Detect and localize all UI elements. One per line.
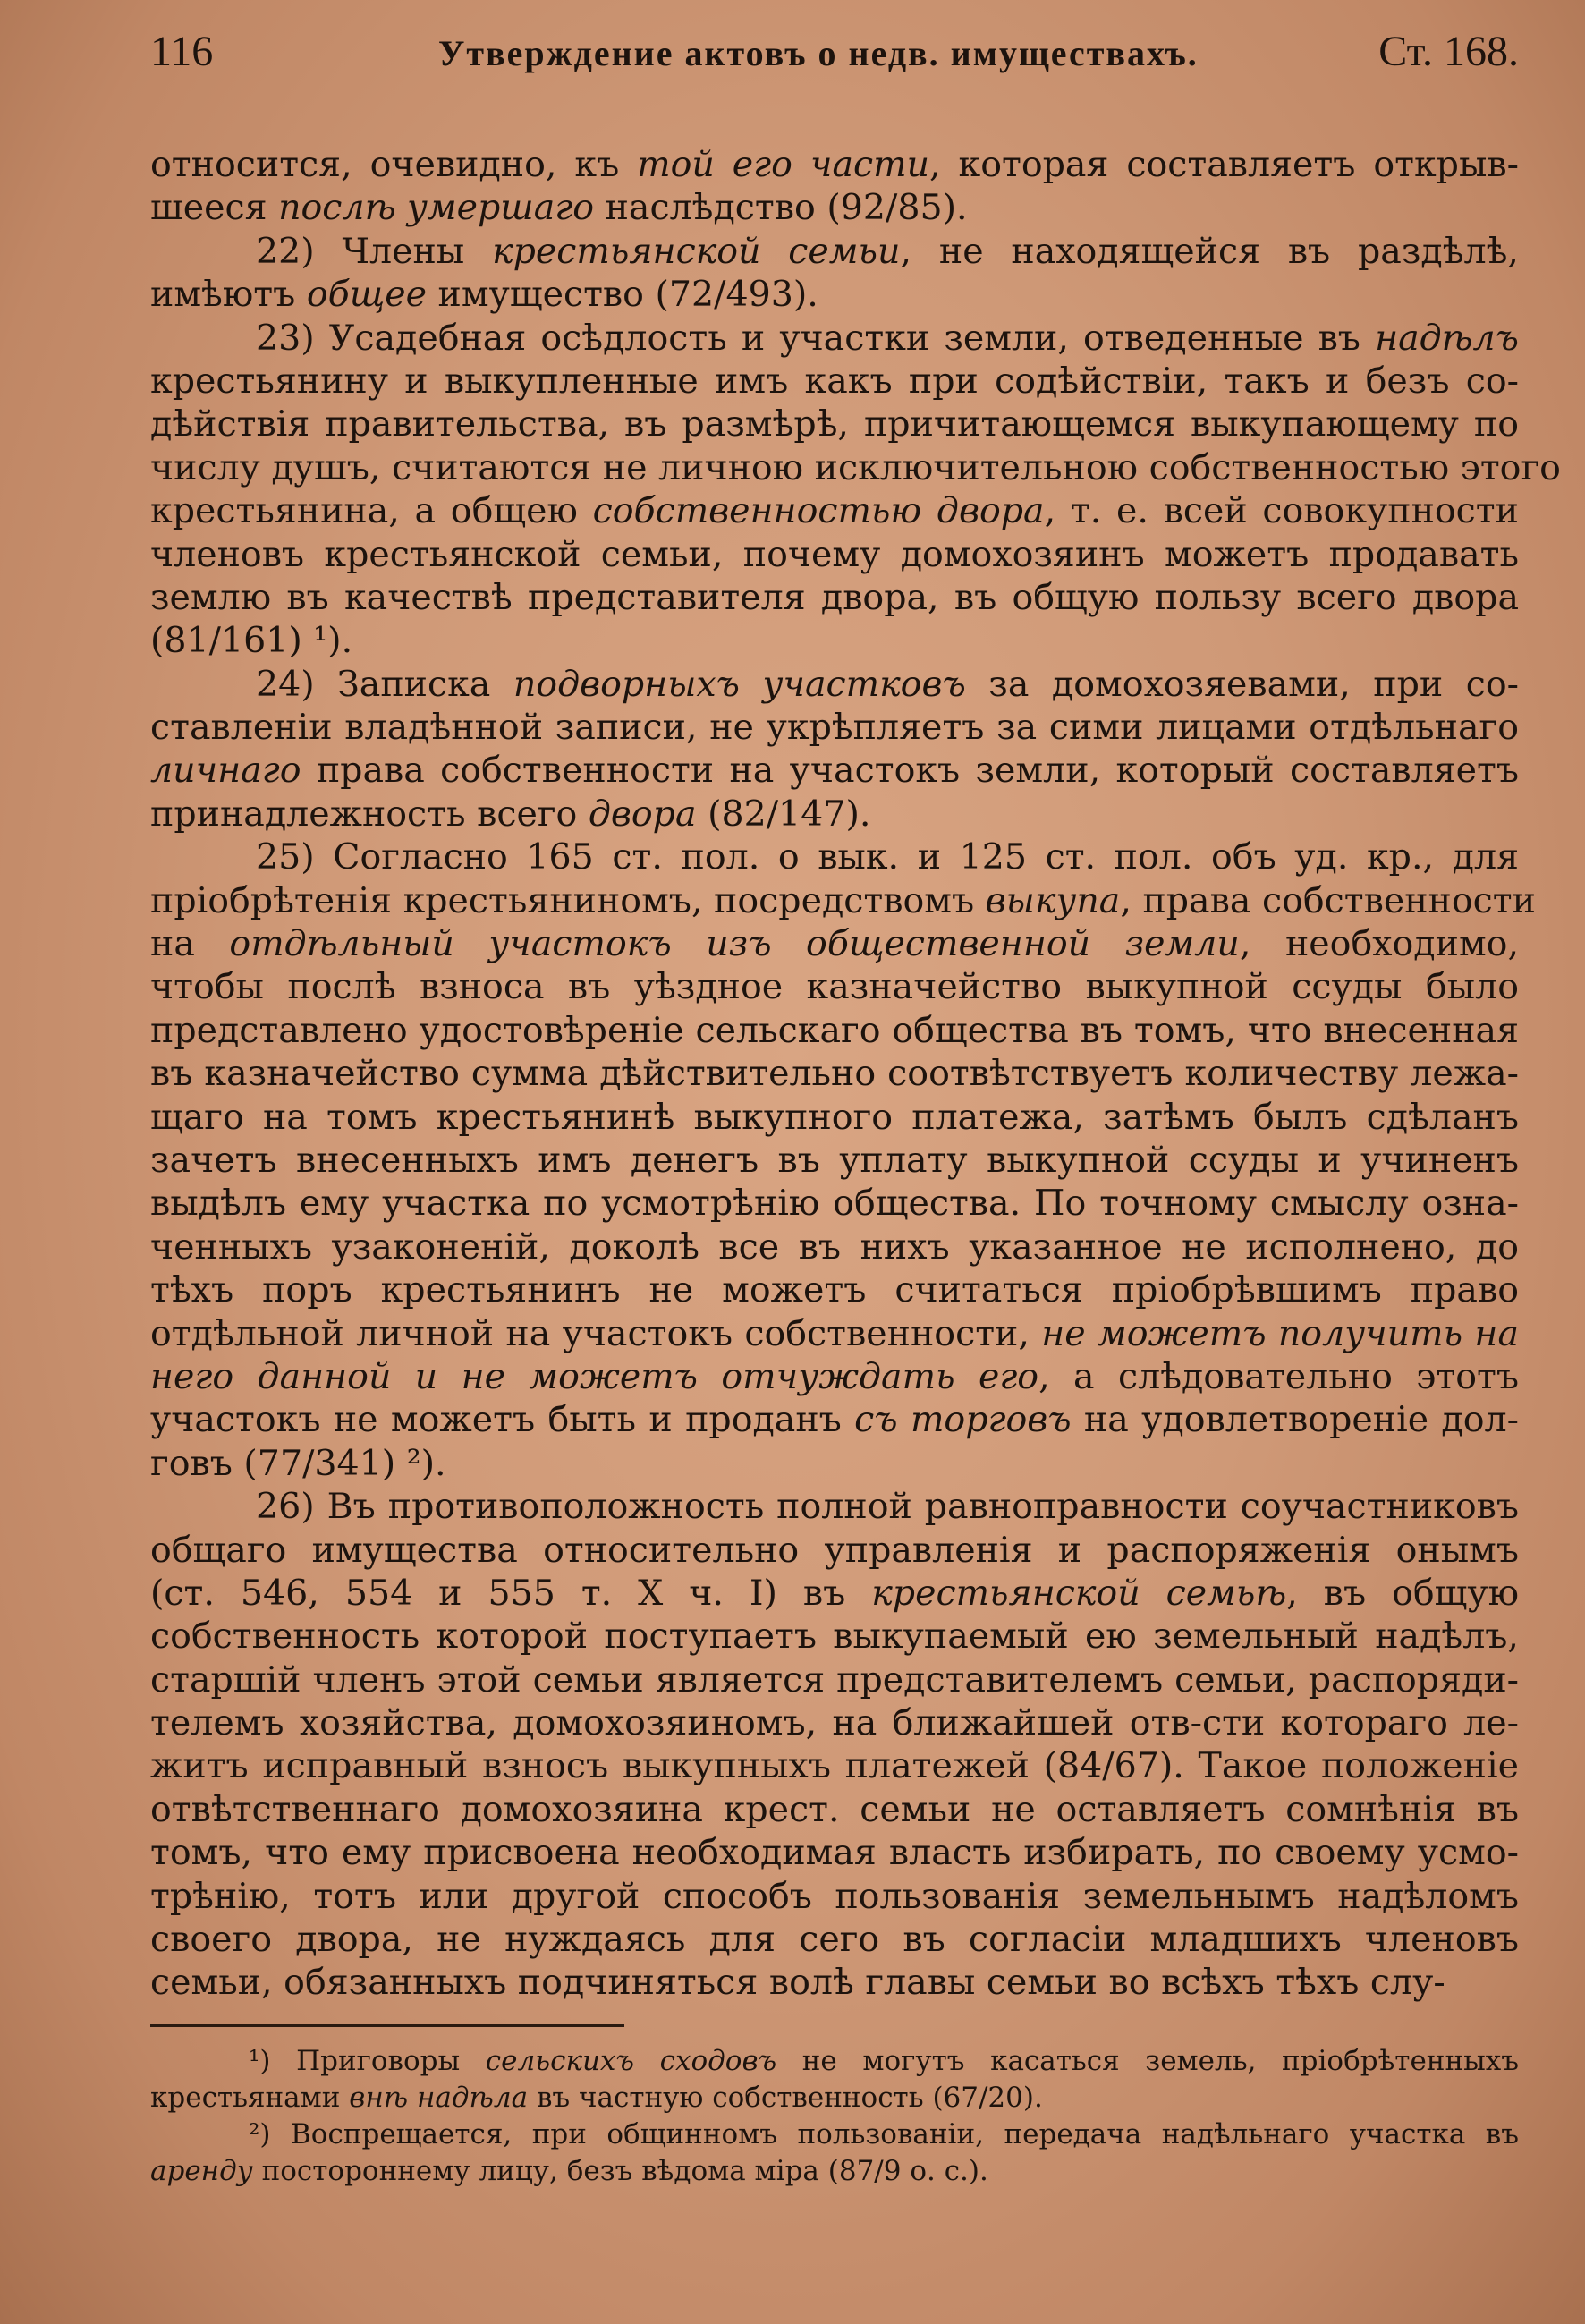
italic-phrase: сельскихъ сходовъ — [485, 2045, 777, 2077]
text-line — [150, 533, 1519, 576]
italic-phrase: подворныхъ участковъ — [513, 663, 966, 705]
text-run: телемъ хозяйства, домохозяиномъ, на ближайшей отв-сти котораго ле- — [150, 1702, 1519, 1744]
text-run: пріобрѣтенія крестьяниномъ, посредствомъ — [150, 879, 986, 921]
text-run: , а слѣдовательно этотъ — [1038, 1355, 1519, 1397]
text-line — [150, 965, 1519, 1008]
text-run: 25) Согласно 165 ст. пол. о вык. и 125 ст. пол. объ уд. кр., для — [256, 836, 1519, 878]
italic-phrase: внѣ надѣла — [349, 2082, 529, 2114]
text-line — [150, 1701, 1519, 1744]
text-line — [150, 1442, 1519, 1485]
text-line — [150, 1572, 1519, 1615]
footnote-line — [150, 2080, 1519, 2116]
text-line — [150, 1744, 1519, 1787]
italic-phrase: той его части — [637, 144, 930, 185]
text-run: въ казначейство сумма дѣйствительно соотвѣтствуетъ количеству лежа- — [150, 1053, 1519, 1095]
text-run: крестьянина, а общею — [150, 490, 593, 532]
italic-phrase: крестьянской семьи — [492, 230, 901, 272]
text-line — [150, 403, 1519, 445]
text-line — [150, 446, 1561, 489]
text-line — [150, 663, 1519, 706]
italic-phrase: крестьянской семьѣ — [871, 1572, 1287, 1614]
text-line — [150, 489, 1519, 532]
text-line — [150, 1009, 1519, 1052]
italic-phrase: съ торговъ — [854, 1399, 1072, 1441]
text-line — [150, 360, 1519, 403]
page-number: 116 — [150, 28, 214, 75]
text-run: дѣйствія правительства, въ размѣрѣ, причитающемся выкупающему по — [150, 403, 1519, 445]
text-run: числу душъ, считаются не личною исключительною собственностью этого — [150, 446, 1561, 488]
text-run: отвѣтственнаго домохозяина крест. семьи не оставляетъ сомнѣнія въ — [150, 1788, 1519, 1830]
text-line — [150, 273, 1519, 316]
footnote-line — [150, 2043, 1519, 2080]
text-run: общаго имущества относительно управленія и распоряженія онымъ — [150, 1529, 1519, 1571]
italic-phrase: не можетъ получить на — [1041, 1312, 1519, 1354]
text-line — [150, 835, 1519, 878]
text-run: крестьянину и выкупленные имъ какъ при содѣйствіи, такъ и безъ со- — [150, 360, 1519, 402]
text-line — [150, 922, 1519, 965]
text-run: тѣхъ поръ крестьянинъ не можетъ считаться пріобрѣвшимъ право — [150, 1269, 1519, 1311]
text-line — [150, 1831, 1519, 1874]
italic-phrase: аренду — [150, 2155, 253, 2187]
text-run: говъ (77/341) ²). — [150, 1442, 446, 1484]
text-run: въ частную собственность (67/20). — [528, 2082, 1043, 2114]
text-run: житъ исправный взносъ выкупныхъ платежей (84/67). Такое положеніе — [150, 1745, 1519, 1787]
text-run: выдѣлъ ему участка по усмотрѣнію общества. По точному смыслу озна- — [150, 1183, 1519, 1225]
text-run: , права собственности — [1120, 879, 1536, 921]
text-run: на — [150, 923, 230, 965]
text-run: за домохозяевами, при со- — [965, 663, 1519, 705]
italic-phrase: отдѣльный участокъ изъ общественной земли — [229, 923, 1240, 965]
text-line — [150, 1226, 1519, 1268]
footnote-line — [150, 2153, 1519, 2190]
text-run: собственность которой поступаетъ выкупаемый ею земельный надѣлъ, — [150, 1616, 1519, 1658]
text-run: отдѣльной личной на участокъ собственности, — [150, 1312, 1042, 1354]
text-line — [150, 1529, 1519, 1572]
text-run: семьи, обязанныхъ подчиняться волѣ главы семьи во всѣхъ тѣхъ слу- — [150, 1962, 1445, 2004]
text-run: ченныхъ узаконеній, доколѣ все въ нихъ указанное не исполнено, до — [150, 1226, 1519, 1268]
text-run: 22) Члены — [256, 230, 493, 272]
text-run: старшій членъ этой семьи является представителемъ семьи, распоряди- — [150, 1658, 1519, 1701]
text-run: права собственности на участокъ земли, который составляетъ — [301, 750, 1519, 792]
text-run: имущество (72/493). — [427, 274, 818, 316]
body-text — [150, 143, 1561, 2005]
text-run: шееся — [150, 187, 279, 229]
text-run: участокъ не можетъ быть и проданъ — [150, 1399, 855, 1441]
text-run: чтобы послѣ взноса въ уѣздное казначейство выкупной ссуды было — [150, 966, 1519, 1008]
text-line — [150, 1788, 1519, 1831]
text-run: 23) Усадебная осѣдлость и участки земли, отведенные въ — [256, 317, 1376, 359]
text-run: 24) Записка — [256, 663, 513, 705]
text-run: (ст. 546, 554 и 555 т. X ч. I) въ — [150, 1572, 872, 1614]
text-run: , не находящейся въ раздѣлѣ, — [900, 230, 1519, 272]
text-line — [150, 1312, 1519, 1355]
text-run: , т. е. всей совокупности — [1044, 490, 1519, 532]
text-run: (82/147). — [696, 793, 871, 835]
footnote-line — [150, 2116, 1519, 2153]
footnote-rule — [150, 2024, 624, 2027]
text-line — [150, 576, 1519, 619]
text-run: наслѣдство (92/85). — [594, 187, 968, 229]
text-run: имѣютъ — [150, 274, 307, 316]
text-run: постороннему лицу, безъ вѣдома міра (87/9 о. с.). — [252, 2155, 988, 2187]
text-run: 26) Въ противоположность полной равноправности соучастниковъ — [256, 1486, 1519, 1528]
text-run: трѣнію, тотъ или другой способъ пользованія земельнымъ надѣломъ — [150, 1875, 1519, 1917]
text-line — [150, 1918, 1519, 1961]
text-line — [150, 1658, 1519, 1701]
italic-phrase: выкупа — [985, 879, 1121, 921]
text-line — [150, 1615, 1519, 1658]
text-line — [150, 749, 1519, 792]
italic-phrase: надѣлъ — [1375, 317, 1519, 359]
text-run: крестьянами — [150, 2082, 350, 2114]
text-run: зачетъ внесенныхъ имъ денегъ въ уплату выкупной ссуды и учиненъ — [150, 1139, 1519, 1181]
text-line — [150, 1398, 1519, 1441]
text-run: (81/161) ¹). — [150, 620, 353, 662]
text-run: на удовлетвореніе дол- — [1071, 1399, 1519, 1441]
italic-phrase: личнаго — [150, 750, 301, 792]
text-run: своего двора, не нуждаясь для сего въ согласіи младшихъ членовъ — [150, 1919, 1519, 1961]
text-line — [150, 793, 1519, 835]
italic-phrase: собственностью двора — [592, 490, 1045, 532]
text-line — [150, 186, 1519, 229]
text-line — [150, 1139, 1519, 1182]
text-line — [150, 619, 1519, 662]
text-run: принадлежность всего — [150, 793, 589, 835]
text-run: относится, очевидно, къ — [150, 144, 638, 185]
text-run: , необходимо, — [1239, 923, 1520, 965]
running-title: Утверждение актовъ о недв. имуществахъ. — [438, 33, 1199, 73]
running-head — [150, 27, 1519, 81]
text-run: ставленіи владѣнной записи, не укрѣпляетъ за сими лицами отдѣльнаго — [150, 707, 1519, 749]
text-line — [150, 143, 1519, 186]
text-line — [150, 1052, 1519, 1095]
italic-phrase: двора — [588, 793, 697, 835]
text-run: щаго на томъ крестьянинѣ выкупного платежа, затѣмъ былъ сдѣланъ — [150, 1096, 1519, 1138]
text-run: , въ общую — [1286, 1572, 1519, 1614]
text-line — [150, 706, 1519, 749]
text-line — [150, 1485, 1519, 1528]
text-run: представлено удостовѣреніе сельскаго общества въ томъ, что внесенная — [150, 1009, 1519, 1051]
text-run: членовъ крестьянской семьи, почему домохозяинъ можетъ продавать — [150, 533, 1519, 575]
text-line — [150, 1875, 1519, 1918]
italic-phrase: послѣ умершаго — [278, 187, 595, 229]
italic-phrase: него данной и не можетъ отчуждать его — [150, 1355, 1039, 1397]
italic-phrase: общее — [306, 274, 427, 316]
text-line — [150, 1961, 1519, 2004]
text-run: ²) Воспрещается, при общинномъ пользованіи, передача надѣльнаго участка въ — [249, 2118, 1519, 2150]
text-line — [150, 1096, 1519, 1139]
text-run: ¹) Приговоры — [249, 2045, 486, 2077]
text-run: томъ, что ему присвоена необходимая власть избирать, по своему усмо- — [150, 1832, 1519, 1874]
article-number: Ст. 168. — [1378, 28, 1519, 75]
text-line — [150, 1182, 1519, 1225]
text-line — [150, 879, 1536, 922]
text-line — [150, 1355, 1519, 1398]
text-run: , которая составляетъ открыв- — [929, 144, 1519, 185]
text-line — [150, 230, 1519, 273]
footnotes — [150, 2043, 1519, 2190]
text-line — [150, 317, 1519, 360]
text-line — [150, 1268, 1519, 1311]
text-run: землю въ качествѣ представителя двора, въ общую пользу всего двора — [150, 576, 1519, 618]
text-run: не могутъ касаться земель, пріобрѣтенныхъ — [776, 2045, 1519, 2077]
